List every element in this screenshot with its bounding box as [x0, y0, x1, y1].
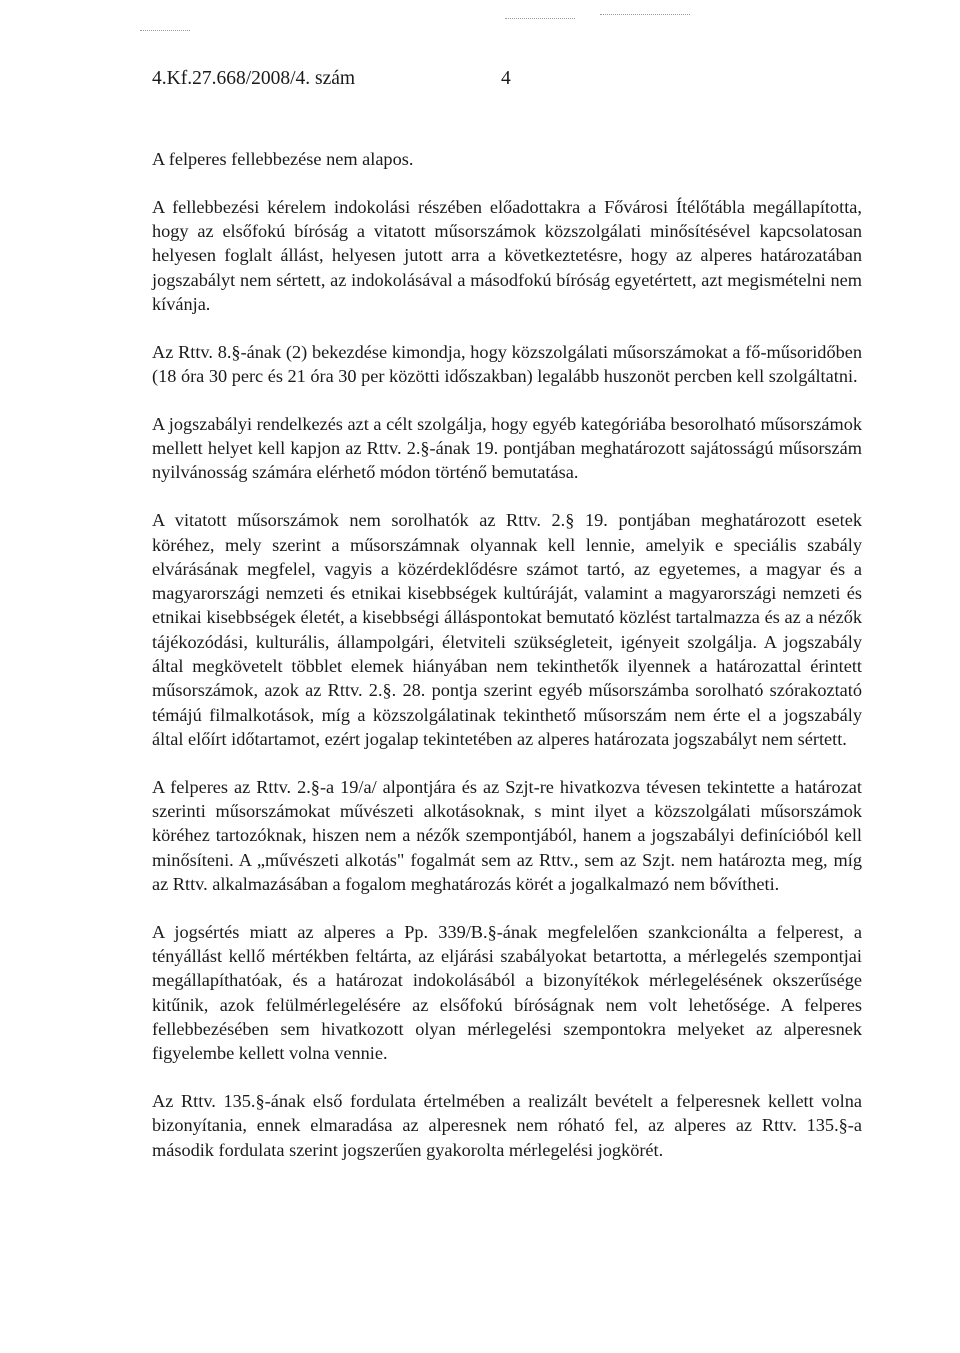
paragraph: Az Rttv. 8.§-ának (2) bekezdése kimondja, hogy közszolgálati műsorszámokat a fő-műsoridőben (18 óra 30 perc és 21 óra 30 per közötti időszakban) legalább huszonöt percben kell szolgáltatni. [152, 341, 862, 387]
paragraph: A vitatott műsorszámok nem sorolhatók az Rttv. 2.§ 19. pontjában meghatározott esetek köréhez, mely szerint a műsorszámnak olyannak kell lennie, amelyik e speciális szabály elvárásának megfelel, vagyis a közérdeklődésre számot tartó, az egyetemes, a magyar és a magyarországi nemzeti és etnikai kisebbségek kultúráját, valamint a magyarországi nemzeti és etnikai kisebbségek életét, a kisebbségi álláspontokat bemutató közlést tartalmazza és az a nézők tájékozódási, kulturális, állampolgári, életviteli szükségleteit, igényeit szolgálja. A jogszabály által megkövetelt többlet elemek hiányában nem tekinthetők ilyennek a határozattal érintett műsorszámok, azok az Rttv. 2.§. 28. pontja szerint egyéb műsorszámba sorolható szórakoztató témájú filmalkotások, míg a közszolgálatinak tekinthető műsorszám nem érte el a jogszabály által előírt időtartamot, ezért jogalap tekintetében az alperes határozata jogszabályt nem sértett. [152, 510, 862, 749]
document-body [152, 147, 862, 1185]
scan-artifact [600, 14, 690, 16]
paragraph: A felperes az Rttv. 2.§-a 19/a/ alpontjára és az Szjt-re hivatkozva tévesen tekintette a határozat szerinti műsorszámokat művészeti alkotásoknak, s mint ilyet a közszolgálati műsorszámok köréhez tartozóknak, hiszen nem a nézők szempontjából, hanem a jogszabályi definícióból kell minősíteni. A „művészeti alkotás" fogalmát sem az Rttv., sem az Szjt. nem határozta meg, míg az Rttv. alkalmazásában a fogalom meghatározás körét a jogalkalmazó nem bővítheti. [152, 776, 862, 894]
scan-artifact [505, 18, 575, 20]
paragraph: Az Rttv. 135.§-ának első fordulata értelmében a realizált bevételt a felperesnek kellett volna bizonyítania, ennek elmaradása az alperesnek nem róható fel, az alperes az Rttv. 135.§-a második fordulata szerint jogszerűen gyakorolta mérlegelési jogkörét. [152, 1091, 862, 1160]
scan-artifact [140, 30, 190, 32]
case-number: 4.Kf.27.668/2008/4. szám [152, 68, 356, 89]
paragraph: A fellebbezési kérelem indokolási részében előadottakra a Fővárosi Ítélőtábla megállapította, hogy az elsőfokú bíróság a vitatott műsorszámok közszolgálati minősítésével kapcsolatosan helyesen foglalt állást, helyesen jutott arra a következtetésre, hogy az alperes határozatában jogszabályt nem sértett, az indokolásával a másodfokú bíróság egyetértett, azt megismételni nem kívánja. [152, 196, 862, 314]
page-number: 4 [501, 68, 511, 89]
paragraph: A felperes fellebbezése nem alapos. [152, 149, 414, 169]
paragraph: A jogsértés miatt az alperes a Pp. 339/B.§-ának megfelelően szankcionálta a felperest, a tényállást kellő mértékben feltárta, az eljárási szabályokat betartotta, a mérlegelés szempontjai megállapíthatóak, és a határozat indokolásából a bizonyítékok mérlegelésének okszerűsége kitűnik, azok felülmérlegelésére az elsőfokú bíróságnak nem volt lehetősége. A felperes fellebbezésében sem hivatkozott olyan mérlegelési szempontokra melyeket az alperesnek figyelembe kellett volna vennie. [152, 921, 862, 1064]
paragraph: A jogszabályi rendelkezés azt a célt szolgálja, hogy egyéb kategóriába besorolható műsorszámok mellett helyet kell kapjon az Rttv. 2.§-ának 19. pontjában meghatározott sajátosságú műsorszám nyilvánosság számára elérhető módon történő bemutatása. [152, 413, 862, 483]
